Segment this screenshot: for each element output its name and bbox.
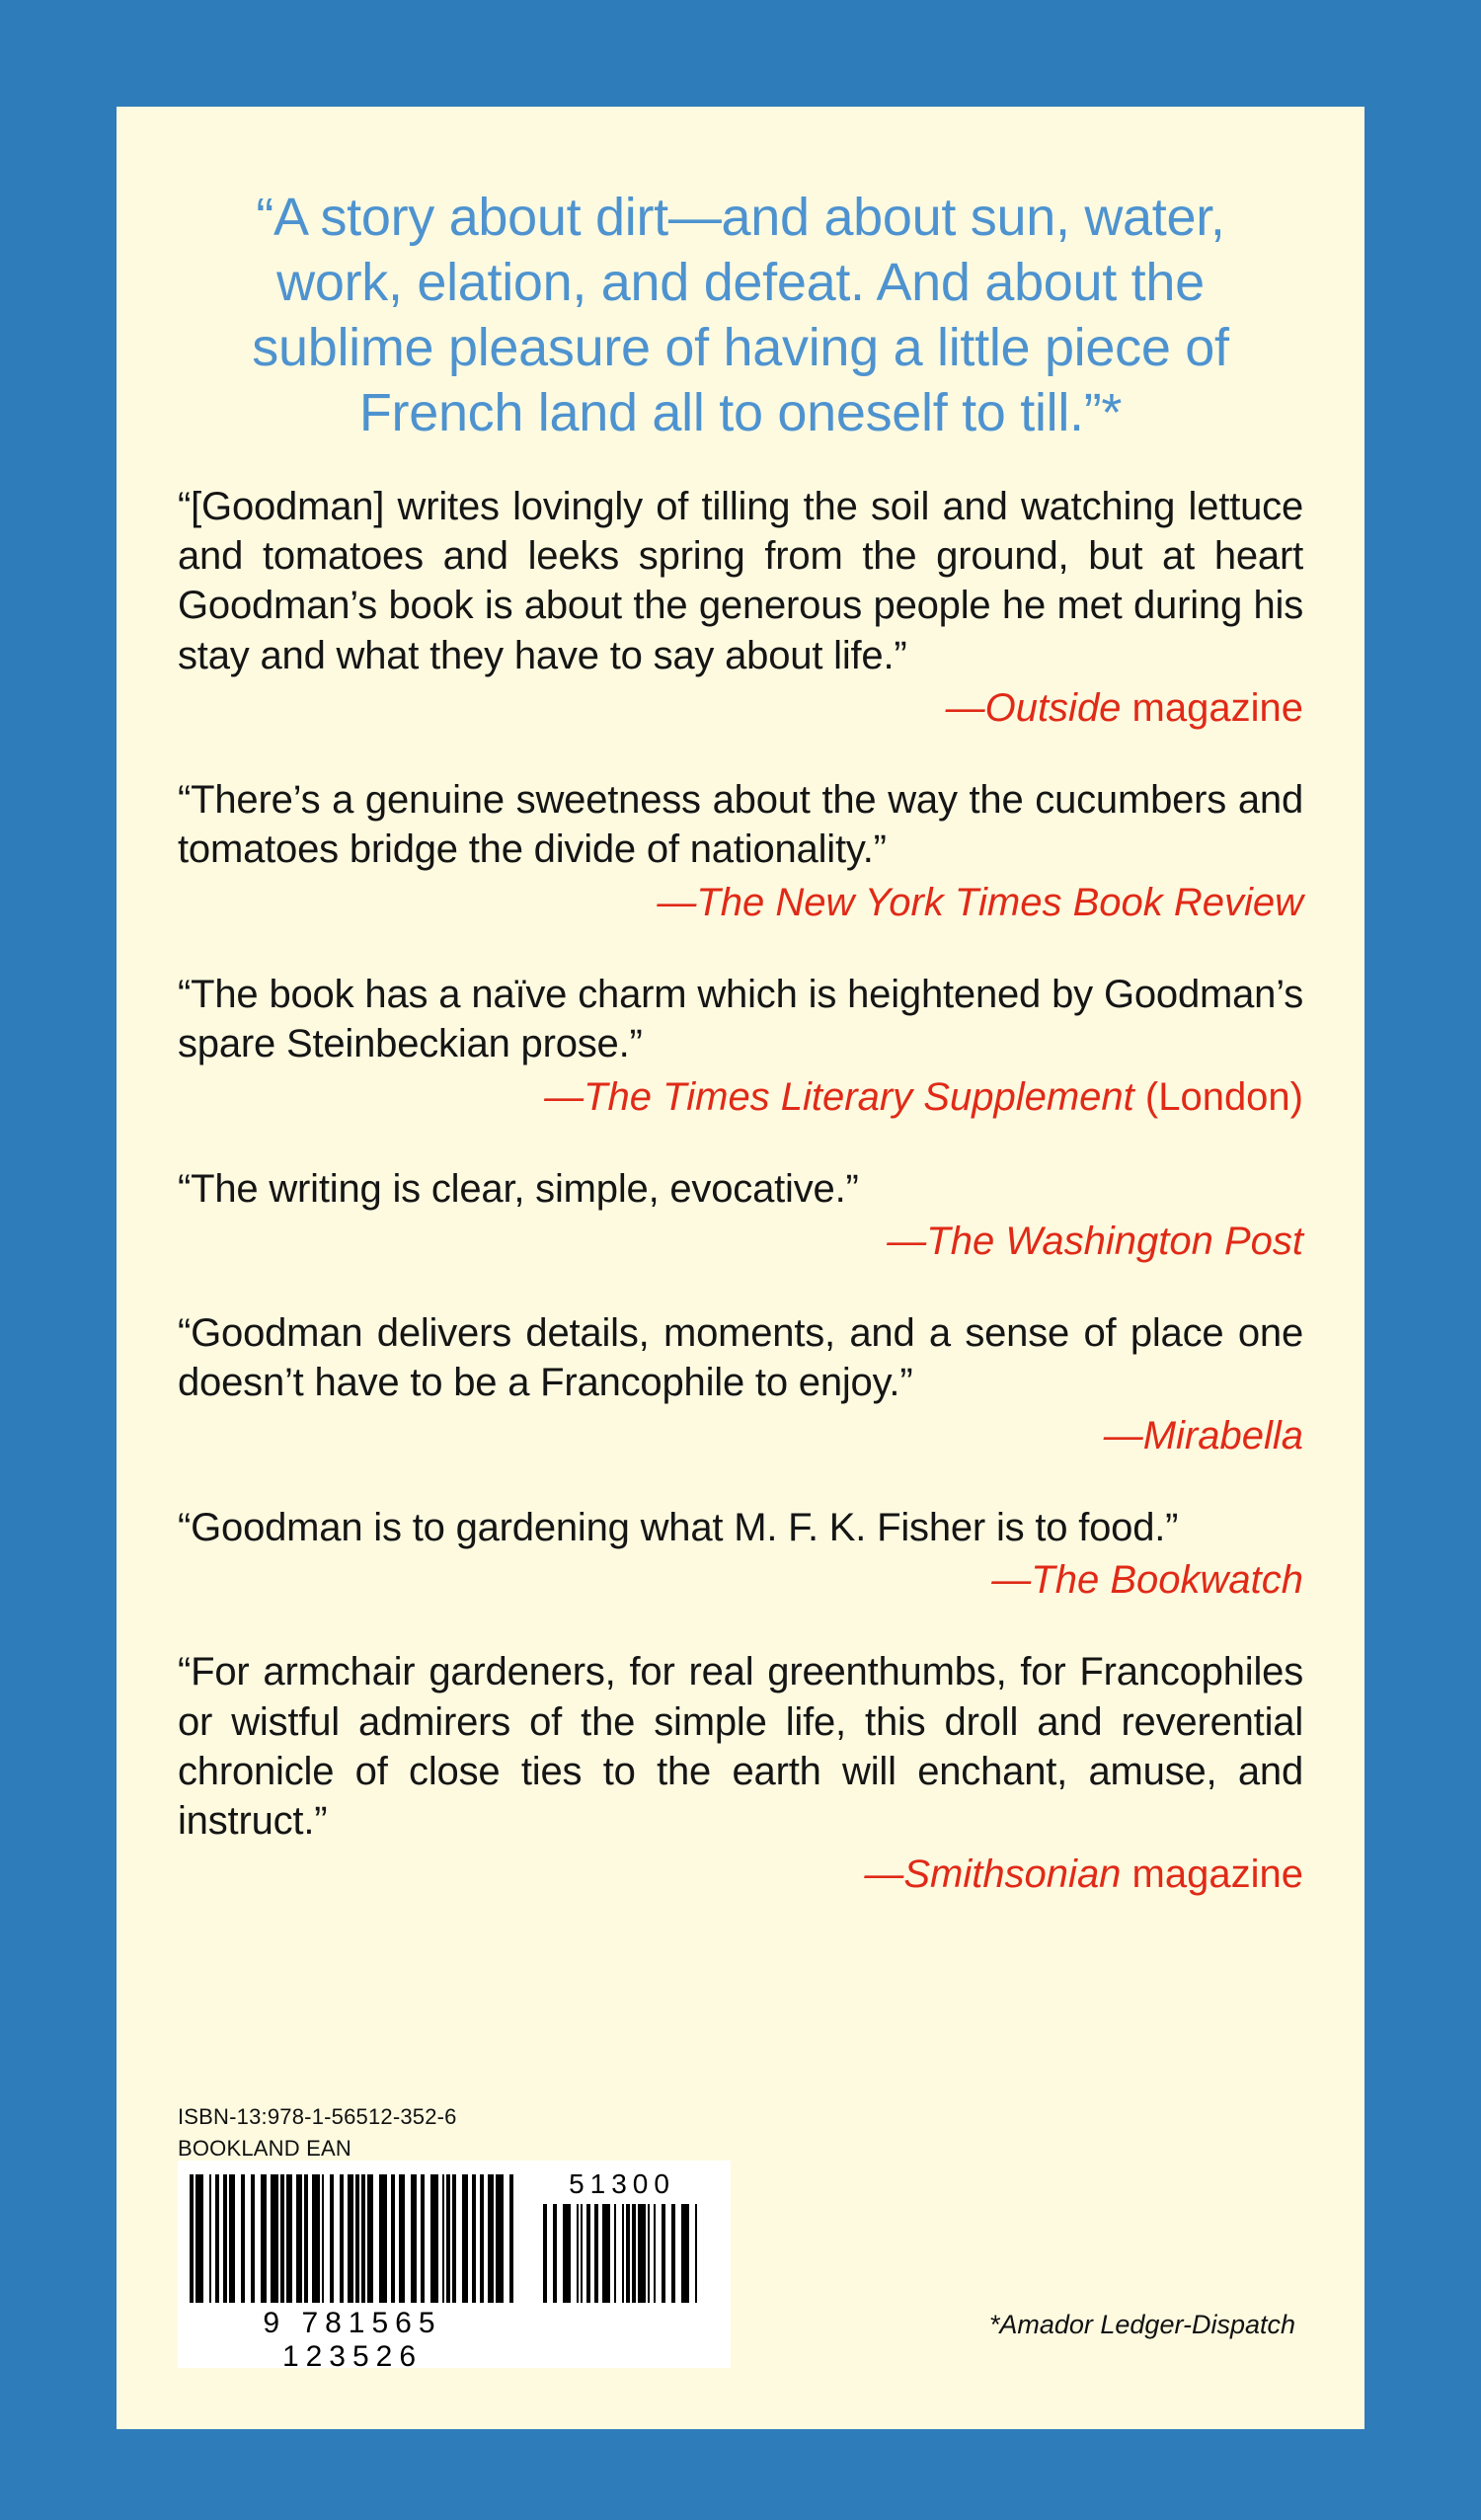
attribution-source: —The Times Literary Supplement — [544, 1074, 1134, 1119]
attribution-source: —Smithsonian — [864, 1851, 1122, 1896]
blurb-text: “There’s a genuine sweetness about the way the cucumbers and tomatoes bridge the divide of nationality.” — [178, 778, 1303, 872]
isbn-block — [178, 2101, 457, 2165]
barcode — [178, 2161, 731, 2373]
blurb-attribution — [178, 1071, 1303, 1123]
blurb-text: “[Goodman] writes lovingly of tilling the soil and watching lettuce and tomatoes and leeks spring from the ground, but at heart Goodman’s book is about the generous people he met during his stay and what they have to say about life.” — [178, 484, 1303, 677]
blurb-list — [117, 446, 1364, 1900]
blurb-text: “The book has a naïve charm which is heightened by Goodman’s spare Steinbeckian prose.” — [178, 972, 1303, 1066]
blurb-attribution — [178, 1410, 1303, 1461]
attribution-source: —Mirabella — [1103, 1413, 1303, 1457]
bookland-ean-label: BOOKLAND EAN — [178, 2135, 352, 2161]
barcode-bars-addon — [543, 2204, 701, 2303]
blurb-attribution — [178, 1216, 1303, 1267]
blurb-attribution — [178, 1554, 1303, 1606]
blurb-attribution — [178, 877, 1303, 928]
barcode-bars-main — [190, 2174, 515, 2303]
attribution-source: —The Bookwatch — [991, 1558, 1303, 1603]
isbn-number: ISBN-13:978-1-56512-352-6 — [178, 2104, 457, 2129]
blurb-item — [178, 1308, 1303, 1461]
blurb-attribution — [178, 682, 1303, 734]
barcode-addon-digits: 51300 — [569, 2168, 675, 2199]
attribution-source: —Outside — [945, 686, 1122, 731]
blurb-item — [178, 1503, 1303, 1606]
blurb-item — [178, 775, 1303, 928]
barcode-main-digits: 9 781565 123526 — [263, 2307, 442, 2373]
blurb-attribution — [178, 1849, 1303, 1900]
pull-quote: “A story about dirt—and about sun, water, work, elation, and defeat. And about the sublime pleasure of having a little piece of French land all to oneself to till.”* — [252, 188, 1229, 442]
blurb-item — [178, 482, 1303, 735]
attribution-source: —The New York Times Book Review — [657, 880, 1303, 924]
attribution-source: —The Washington Post — [887, 1220, 1303, 1264]
attribution-suffix: (London) — [1133, 1074, 1303, 1119]
blurb-item — [178, 970, 1303, 1123]
blurb-text: “For armchair gardeners, for real greenthumbs, for Francophiles or wistful admirers of the simple life, this droll and reverential chronicle of close ties to the earth will enchant, amuse, and instruct.” — [178, 1650, 1303, 1844]
book-back-cover — [117, 107, 1364, 2429]
attribution-suffix: magazine — [1121, 686, 1303, 731]
blurb-item — [178, 1164, 1303, 1267]
blurb-text: “Goodman delivers details, moments, and a sense of place one doesn’t have to be a Francophile to enjoy.” — [178, 1311, 1303, 1405]
attribution-suffix: magazine — [1121, 1851, 1303, 1896]
blurb-text: “Goodman is to gardening what M. F. K. Fisher is to food.” — [178, 1505, 1179, 1549]
blurb-text: “The writing is clear, simple, evocative.” — [178, 1166, 859, 1211]
source-note: *Amador Ledger-Dispatch — [988, 2310, 1295, 2339]
blurb-item — [178, 1647, 1303, 1900]
